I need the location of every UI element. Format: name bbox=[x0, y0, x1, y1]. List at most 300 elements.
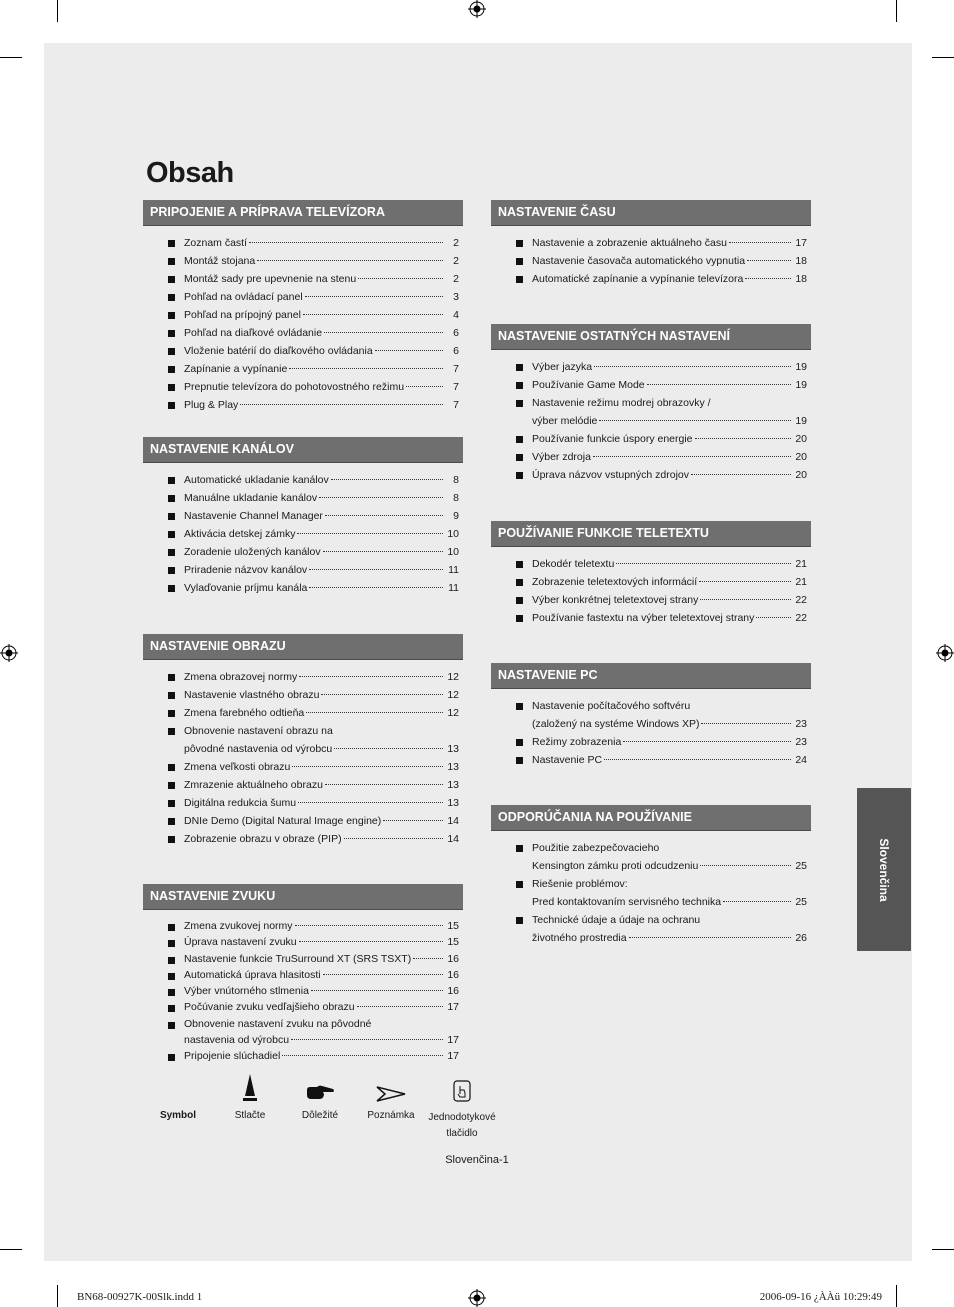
toc-row bbox=[491, 555, 807, 573]
toc-item-label: Pohľad na ovládací panel bbox=[184, 291, 303, 303]
toc-item[interactable] bbox=[491, 252, 807, 270]
toc-list bbox=[491, 555, 811, 627]
legend-label: Dôležité bbox=[301, 1110, 339, 1121]
toc-item[interactable] bbox=[491, 751, 807, 769]
toc-row bbox=[143, 561, 459, 579]
toc-item[interactable] bbox=[491, 466, 807, 484]
toc-item[interactable] bbox=[143, 1016, 459, 1032]
one-touch-button-icon bbox=[453, 1080, 471, 1102]
toc-row bbox=[143, 934, 459, 950]
toc-item-label: Plug & Play bbox=[184, 399, 239, 411]
toc-item[interactable] bbox=[143, 324, 459, 342]
toc-item-label: Zmena obrazovej normy bbox=[184, 671, 298, 683]
toc-row bbox=[143, 758, 459, 776]
toc-item-page: 18 bbox=[795, 273, 807, 285]
toc-item-label: Zmrazenie aktuálneho obrazu bbox=[184, 779, 323, 791]
toc-row bbox=[143, 234, 459, 252]
toc-row bbox=[491, 875, 807, 893]
press-icon bbox=[242, 1072, 258, 1102]
toc-item[interactable] bbox=[143, 776, 459, 794]
leader-dots bbox=[756, 617, 791, 618]
section-heading: NASTAVENIE KANÁLOV bbox=[143, 437, 463, 463]
toc-item-label: pôvodné nastavenia od výrobcu bbox=[184, 743, 333, 755]
toc-list bbox=[491, 697, 811, 769]
toc-row bbox=[491, 591, 807, 609]
toc-item[interactable] bbox=[143, 471, 459, 489]
toc-item[interactable] bbox=[491, 448, 807, 466]
toc-item[interactable] bbox=[491, 430, 807, 448]
toc-item-label: Používanie Game Mode bbox=[532, 379, 645, 391]
toc-section bbox=[491, 200, 811, 288]
toc-item[interactable] bbox=[491, 555, 807, 573]
toc-item[interactable] bbox=[143, 1032, 459, 1048]
toc-item-page: 11 bbox=[448, 564, 459, 576]
toc-list bbox=[143, 234, 463, 414]
crop-mark bbox=[0, 1249, 22, 1250]
toc-item-page: 20 bbox=[795, 433, 807, 445]
toc-item[interactable] bbox=[143, 270, 459, 288]
toc-list bbox=[143, 918, 463, 1065]
toc-row bbox=[143, 951, 459, 967]
toc-item[interactable] bbox=[491, 591, 807, 609]
toc-item[interactable] bbox=[143, 951, 459, 967]
leader-dots bbox=[357, 1006, 443, 1007]
toc-item[interactable] bbox=[143, 234, 459, 252]
legend-label-line: tlačidlo bbox=[446, 1128, 478, 1139]
toc-item-page: 12 bbox=[447, 689, 459, 701]
toc-item[interactable] bbox=[143, 722, 459, 740]
toc-item-page: 16 bbox=[447, 952, 459, 965]
toc-item-label: Pred kontaktovaním servisného technika bbox=[532, 896, 722, 908]
toc-item-label: Nastavenie režimu modrej obrazovky / bbox=[532, 397, 711, 409]
toc-row bbox=[143, 812, 459, 830]
leader-dots bbox=[325, 515, 443, 516]
toc-item-label: Výber konkrétnej teletextovej strany bbox=[532, 594, 699, 606]
crop-mark bbox=[57, 1285, 58, 1307]
page-number: Slovenčina-1 bbox=[445, 1154, 509, 1166]
toc-row bbox=[491, 697, 807, 715]
toc-row bbox=[491, 394, 807, 412]
toc-item-page: 13 bbox=[447, 797, 459, 809]
toc-item-label: Zoznam častí bbox=[184, 237, 248, 249]
toc-row bbox=[143, 1048, 459, 1064]
toc-item-label: nastavenia od výrobcu bbox=[184, 1034, 290, 1047]
toc-item[interactable] bbox=[143, 686, 459, 704]
toc-item[interactable] bbox=[491, 839, 807, 857]
toc-item[interactable] bbox=[491, 929, 807, 947]
leader-dots bbox=[593, 456, 791, 457]
crop-mark bbox=[57, 0, 58, 22]
toc-item-page: 3 bbox=[453, 291, 459, 303]
toc-row bbox=[143, 668, 459, 686]
leader-dots bbox=[599, 420, 791, 421]
leader-dots bbox=[747, 260, 791, 261]
leader-dots bbox=[700, 599, 791, 600]
leader-dots bbox=[319, 497, 443, 498]
toc-item[interactable] bbox=[143, 1048, 459, 1064]
leader-dots bbox=[305, 296, 443, 297]
toc-item[interactable] bbox=[143, 489, 459, 507]
toc-item-label: Zobrazenie teletextových informácií bbox=[532, 576, 698, 588]
toc-item-page: 9 bbox=[453, 510, 459, 522]
toc-row bbox=[143, 1016, 459, 1032]
leader-dots bbox=[311, 990, 443, 991]
toc-row bbox=[143, 704, 459, 722]
toc-item-page: 26 bbox=[795, 932, 807, 944]
toc-row bbox=[491, 252, 807, 270]
leader-dots bbox=[594, 366, 791, 367]
leader-dots bbox=[306, 712, 443, 713]
toc-item-page: 18 bbox=[795, 255, 807, 267]
toc-item-page: 12 bbox=[447, 707, 459, 719]
toc-item[interactable] bbox=[143, 288, 459, 306]
registration-mark-icon bbox=[0, 644, 18, 662]
toc-item-label: Priradenie názvov kanálov bbox=[184, 564, 308, 576]
toc-row bbox=[491, 609, 807, 627]
leader-dots bbox=[321, 694, 443, 695]
toc-item-page: 19 bbox=[795, 415, 807, 427]
toc-item[interactable] bbox=[491, 394, 807, 412]
leader-dots bbox=[295, 925, 443, 926]
toc-item-page: 14 bbox=[447, 833, 459, 845]
toc-row bbox=[491, 358, 807, 376]
leader-dots bbox=[647, 384, 791, 385]
toc-item[interactable] bbox=[491, 358, 807, 376]
toc-row bbox=[143, 722, 459, 740]
toc-row bbox=[143, 794, 459, 812]
toc-section bbox=[143, 437, 463, 597]
toc-item[interactable] bbox=[143, 579, 459, 597]
toc-row bbox=[143, 967, 459, 983]
toc-item[interactable] bbox=[491, 697, 807, 715]
toc-item-page: 13 bbox=[447, 743, 459, 755]
toc-item[interactable] bbox=[143, 999, 459, 1015]
toc-item-label: Nastavenie počítačového softvéru bbox=[532, 700, 691, 712]
legend-symbol-label: Symbol bbox=[159, 1110, 197, 1121]
pointing-hand-icon bbox=[305, 1084, 335, 1102]
leader-dots bbox=[358, 278, 443, 279]
legend-label: Stlačte bbox=[234, 1110, 266, 1121]
toc-list bbox=[491, 358, 811, 484]
toc-item[interactable] bbox=[491, 270, 807, 288]
leader-dots bbox=[695, 438, 791, 439]
leader-dots bbox=[309, 569, 443, 570]
toc-row bbox=[491, 839, 807, 857]
section-heading: ODPORÚČANIA NA POUŽÍVANIE bbox=[491, 805, 811, 831]
toc-item-page: 21 bbox=[795, 576, 807, 588]
toc-row bbox=[491, 448, 807, 466]
leader-dots bbox=[729, 242, 791, 243]
toc-item-page: 17 bbox=[447, 1034, 459, 1047]
leader-dots bbox=[701, 723, 791, 724]
registration-mark-icon bbox=[468, 1289, 486, 1307]
toc-row bbox=[491, 751, 807, 769]
toc-row bbox=[143, 270, 459, 288]
leader-dots bbox=[291, 1039, 443, 1040]
leader-dots bbox=[616, 563, 791, 564]
leader-dots bbox=[623, 741, 791, 742]
toc-row bbox=[143, 396, 459, 414]
toc-item-label: Prepnutie televízora do pohotovostného režimu bbox=[184, 381, 405, 393]
toc-item[interactable] bbox=[143, 794, 459, 812]
toc-item-page: 13 bbox=[447, 761, 459, 773]
toc-item-label: Obnovenie nastavení obrazu na bbox=[184, 725, 333, 737]
toc-list bbox=[143, 668, 463, 848]
section-heading: NASTAVENIE OBRAZU bbox=[143, 634, 463, 660]
toc-item[interactable] bbox=[143, 396, 459, 414]
toc-row bbox=[143, 1032, 459, 1048]
toc-item[interactable] bbox=[143, 252, 459, 270]
toc-item-page: 22 bbox=[795, 594, 807, 606]
toc-row bbox=[143, 471, 459, 489]
toc-section bbox=[491, 324, 811, 484]
crop-mark bbox=[896, 1285, 897, 1307]
toc-item-label: Nastavenie Channel Manager bbox=[184, 510, 323, 522]
toc-item-label: Zmena veľkosti obrazu bbox=[184, 761, 291, 773]
toc-item-label: Technické údaje a údaje na ochranu bbox=[532, 914, 701, 926]
leader-dots bbox=[691, 474, 791, 475]
leader-dots bbox=[413, 958, 443, 959]
toc-item-page: 24 bbox=[795, 754, 807, 766]
leader-dots bbox=[299, 941, 443, 942]
toc-item-label: Používanie funkcie úspory energie bbox=[532, 433, 693, 445]
toc-item-label: Zobrazenie obrazu v obraze (PIP) bbox=[184, 833, 342, 845]
toc-item-page: 2 bbox=[453, 255, 459, 267]
toc-item[interactable] bbox=[143, 812, 459, 830]
toc-item-label: Dekodér teletextu bbox=[532, 558, 615, 570]
leader-dots bbox=[334, 748, 443, 749]
section-heading: NASTAVENIE OSTATNÝCH NASTAVENÍ bbox=[491, 324, 811, 350]
toc-item-label: DNIe Demo (Digital Natural Image engine) bbox=[184, 815, 382, 827]
toc-item-page: 13 bbox=[447, 779, 459, 791]
toc-item-label: Kensington zámku proti odcudzeniu bbox=[532, 860, 699, 872]
toc-item[interactable] bbox=[143, 507, 459, 525]
toc-list bbox=[143, 471, 463, 597]
toc-item-page: 2 bbox=[453, 237, 459, 249]
section-heading: NASTAVENIE ČASU bbox=[491, 200, 811, 226]
note-arrow-icon bbox=[376, 1086, 406, 1102]
toc-item[interactable] bbox=[143, 934, 459, 950]
legend-label: Poznámka bbox=[367, 1110, 415, 1121]
toc-item-label: Vloženie batérií do diaľkového ovládania bbox=[184, 345, 373, 357]
toc-item-page: 22 bbox=[795, 612, 807, 624]
toc-item-label: Pohľad na prípojný panel bbox=[184, 309, 301, 321]
toc-row bbox=[491, 234, 807, 252]
toc-row bbox=[491, 893, 807, 911]
toc-item[interactable] bbox=[143, 830, 459, 848]
toc-item[interactable] bbox=[143, 668, 459, 686]
toc-item-page: 16 bbox=[447, 968, 459, 981]
toc-item-label: Automatické zapínanie a vypínanie televízora bbox=[532, 273, 744, 285]
toc-row bbox=[491, 911, 807, 929]
leader-dots bbox=[289, 368, 443, 369]
toc-row bbox=[143, 252, 459, 270]
leader-dots bbox=[299, 676, 443, 677]
toc-item-label: Zapínanie a vypínanie bbox=[184, 363, 288, 375]
toc-row bbox=[143, 360, 459, 378]
toc-section bbox=[143, 634, 463, 848]
page-title: Obsah bbox=[146, 157, 234, 189]
toc-item-label: Montáž sady pre upevnenie na stenu bbox=[184, 273, 357, 285]
toc-item[interactable] bbox=[491, 875, 807, 893]
crop-mark bbox=[896, 0, 897, 22]
toc-item-page: 8 bbox=[453, 474, 459, 486]
leader-dots bbox=[723, 901, 791, 902]
toc-item-label: Použitie zabezpečovacieho bbox=[532, 842, 660, 854]
toc-item-page: 7 bbox=[453, 381, 459, 393]
toc-row bbox=[143, 525, 459, 543]
toc-item[interactable] bbox=[143, 704, 459, 722]
toc-section bbox=[491, 521, 811, 627]
toc-item[interactable] bbox=[143, 543, 459, 561]
crop-mark bbox=[932, 57, 954, 58]
registration-mark-icon bbox=[936, 644, 954, 662]
toc-item-label: Nastavenie časovača automatického vypnutia bbox=[532, 255, 746, 267]
toc-item-page: 20 bbox=[795, 469, 807, 481]
leader-dots bbox=[257, 260, 443, 261]
toc-item[interactable] bbox=[491, 412, 807, 430]
toc-item-page: 14 bbox=[447, 815, 459, 827]
toc-item-label: Nastavenie PC bbox=[532, 754, 603, 766]
toc-item[interactable] bbox=[491, 893, 807, 911]
toc-item-label: Manuálne ukladanie kanálov bbox=[184, 492, 318, 504]
toc-item-label: Zmena zvukovej normy bbox=[184, 920, 293, 932]
toc-row bbox=[143, 579, 459, 597]
toc-item-page: 11 bbox=[448, 582, 459, 594]
toc-row bbox=[143, 543, 459, 561]
leader-dots bbox=[323, 551, 443, 552]
toc-item[interactable] bbox=[143, 918, 459, 934]
toc-item-label: výber melódie bbox=[532, 415, 598, 427]
toc-item-page: 10 bbox=[447, 528, 459, 540]
toc-item-label: Automatická úprava hlasitosti bbox=[184, 968, 321, 981]
crop-mark bbox=[932, 1249, 954, 1250]
toc-item-page: 10 bbox=[447, 546, 459, 558]
toc-item-page: 25 bbox=[795, 896, 807, 908]
leader-dots bbox=[297, 533, 443, 534]
toc-item[interactable] bbox=[491, 733, 807, 751]
toc-item-label: Výber vnútorného stlmenia bbox=[184, 985, 309, 998]
section-heading: PRIPOJENIE A PRÍPRAVA TELEVÍZORA bbox=[143, 200, 463, 226]
toc-item[interactable] bbox=[143, 740, 459, 758]
toc-item[interactable] bbox=[491, 857, 807, 875]
toc-row bbox=[143, 288, 459, 306]
toc-item-label: Úprava nastavení zvuku bbox=[184, 936, 297, 949]
leader-dots bbox=[240, 404, 443, 405]
toc-row bbox=[143, 999, 459, 1015]
leader-dots bbox=[331, 479, 443, 480]
toc-item-page: 17 bbox=[447, 1001, 459, 1014]
toc-item-page: 17 bbox=[447, 1050, 459, 1063]
toc-item-page: 23 bbox=[795, 736, 807, 748]
leader-dots bbox=[604, 759, 791, 760]
toc-item-label: Zmena farebného odtieňa bbox=[184, 707, 305, 719]
toc-item[interactable] bbox=[143, 378, 459, 396]
leader-dots bbox=[292, 766, 443, 767]
toc-item-label: Vylaďovanie príjmu kanála bbox=[184, 582, 308, 594]
toc-item-label: Používanie fastextu na výber teletextovej strany bbox=[532, 612, 755, 624]
toc-row bbox=[143, 983, 459, 999]
toc-item-label: Nastavenie vlastného obrazu bbox=[184, 689, 320, 701]
toc-item[interactable] bbox=[491, 234, 807, 252]
toc-item-page: 6 bbox=[453, 345, 459, 357]
toc-item-page: 25 bbox=[795, 860, 807, 872]
toc-item[interactable] bbox=[491, 715, 807, 733]
toc-row bbox=[491, 857, 807, 875]
leader-dots bbox=[629, 937, 791, 938]
toc-item-label: Pohľad na diaľkové ovládanie bbox=[184, 327, 323, 339]
toc-item-page: 12 bbox=[447, 671, 459, 683]
toc-item[interactable] bbox=[143, 342, 459, 360]
leader-dots bbox=[325, 784, 443, 785]
toc-item-label: (založený na systéme Windows XP) bbox=[532, 718, 700, 730]
toc-row bbox=[143, 306, 459, 324]
toc-row bbox=[143, 918, 459, 934]
toc-item-label: Výber zdroja bbox=[532, 451, 591, 463]
toc-row bbox=[491, 573, 807, 591]
toc-item[interactable] bbox=[143, 758, 459, 776]
leader-dots bbox=[745, 278, 791, 279]
leader-dots bbox=[309, 587, 443, 588]
toc-item-page: 21 bbox=[795, 558, 807, 570]
toc-item-page: 7 bbox=[453, 363, 459, 375]
toc-item-label: Montáž stojana bbox=[184, 255, 256, 267]
toc-row bbox=[491, 715, 807, 733]
toc-row bbox=[491, 270, 807, 288]
toc-item-page: 19 bbox=[795, 361, 807, 373]
toc-item-label: Nastavenie a zobrazenie aktuálneho času bbox=[532, 237, 727, 249]
toc-item[interactable] bbox=[143, 525, 459, 543]
leader-dots bbox=[249, 242, 443, 243]
toc-item[interactable] bbox=[491, 573, 807, 591]
toc-section bbox=[143, 200, 463, 414]
toc-item[interactable] bbox=[143, 967, 459, 983]
toc-item-page: 4 bbox=[453, 309, 459, 321]
toc-item-page: 6 bbox=[453, 327, 459, 339]
toc-section bbox=[143, 884, 463, 1065]
leader-dots bbox=[406, 386, 443, 387]
toc-item[interactable] bbox=[143, 983, 459, 999]
toc-item[interactable] bbox=[143, 306, 459, 324]
leader-dots bbox=[700, 865, 791, 866]
toc-row bbox=[491, 376, 807, 394]
toc-item[interactable] bbox=[491, 911, 807, 929]
toc-item-page: 8 bbox=[453, 492, 459, 504]
toc-item[interactable] bbox=[143, 561, 459, 579]
legend-label bbox=[426, 1110, 498, 1142]
leader-dots bbox=[323, 974, 443, 975]
toc-item-page: 19 bbox=[795, 379, 807, 391]
toc-item-page: 16 bbox=[447, 985, 459, 998]
toc-list bbox=[491, 839, 811, 947]
language-tab-label: Slovenčina bbox=[877, 837, 891, 902]
section-heading: NASTAVENIE PC bbox=[491, 663, 811, 689]
leader-dots bbox=[383, 820, 443, 821]
toc-item[interactable] bbox=[143, 360, 459, 378]
toc-row bbox=[491, 430, 807, 448]
toc-row bbox=[491, 929, 807, 947]
toc-item-page: 20 bbox=[795, 451, 807, 463]
toc-item[interactable] bbox=[491, 609, 807, 627]
toc-item-label: Obnovenie nastavení zvuku na pôvodné bbox=[184, 1017, 372, 1030]
toc-row bbox=[143, 776, 459, 794]
toc-item-page: 15 bbox=[447, 920, 459, 932]
leader-dots bbox=[375, 350, 443, 351]
leader-dots bbox=[699, 581, 791, 582]
toc-item-label: Zoradenie uložených kanálov bbox=[184, 546, 321, 558]
toc-item[interactable] bbox=[491, 376, 807, 394]
toc-item-page: 7 bbox=[453, 399, 459, 411]
